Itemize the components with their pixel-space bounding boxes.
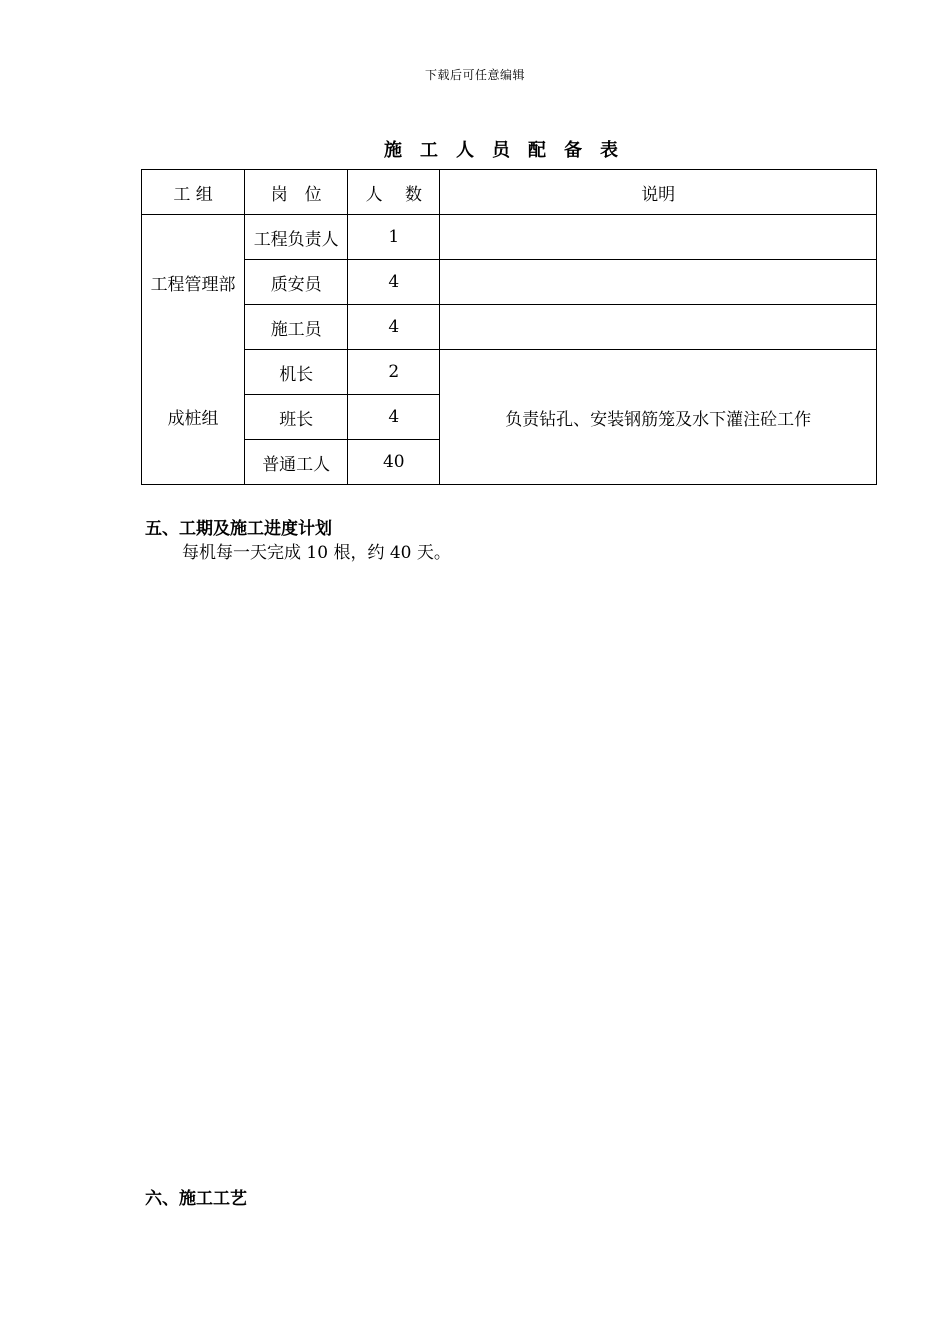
cell-count: 4 <box>348 395 440 440</box>
section5-heading: 五、工期及施工进度计划 <box>145 519 332 539</box>
group-piling: 成桩组 <box>142 350 245 485</box>
group-management: 工程管理部 <box>142 215 245 350</box>
header-description: 说明 <box>440 170 877 215</box>
cell-description <box>440 305 877 350</box>
cell-post: 工程负责人 <box>245 215 348 260</box>
table-row <box>142 305 877 350</box>
section6-heading: 六、施工工艺 <box>145 1189 247 1209</box>
staff-table <box>141 169 877 485</box>
cell-count: 1 <box>348 215 440 260</box>
cell-post: 质安员 <box>245 260 348 305</box>
table-row <box>142 215 877 260</box>
cell-description <box>440 260 877 305</box>
header-group: 工 组 <box>142 170 245 215</box>
table-title: 施工人员配备表 <box>384 140 636 161</box>
header-post: 岗 位 <box>245 170 348 215</box>
table-row <box>142 260 877 305</box>
cell-post: 普通工人 <box>245 440 348 485</box>
cell-count: 2 <box>348 350 440 395</box>
table-header-row <box>142 170 877 215</box>
table-row <box>142 350 877 395</box>
section5-text: 每机每一天完成 10 根，约 40 天。 <box>182 543 451 563</box>
cell-count: 4 <box>348 260 440 305</box>
cell-description <box>440 215 877 260</box>
cell-count: 40 <box>348 440 440 485</box>
cell-count: 4 <box>348 305 440 350</box>
cell-post: 施工员 <box>245 305 348 350</box>
cell-post: 班长 <box>245 395 348 440</box>
cell-description-piling: 负责钻孔、安装钢筋笼及水下灌注砼工作 <box>440 350 877 485</box>
cell-post: 机长 <box>245 350 348 395</box>
header-count: 人 数 <box>348 170 440 215</box>
header-note: 下载后可任意编辑 <box>424 68 525 82</box>
